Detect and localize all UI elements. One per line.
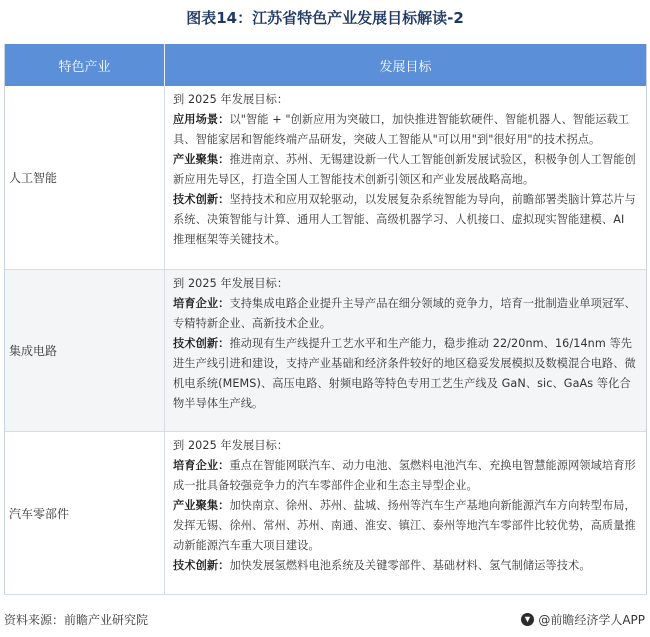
header-industry: 特色产业 — [5, 44, 165, 86]
goal-text: 到 2025 年发展目标： — [173, 439, 289, 452]
goal-text: 以"智能 + "创新应用为突破口，加快推进智能软硬件、智能机器人、智能运载工具、智能家居和智能终端产品研发，突破人工智能从"可以用"到"很好用"的技术拐点。 — [173, 113, 630, 146]
goal-paragraph — [173, 274, 638, 294]
industry-cell: 人工智能 — [5, 86, 165, 269]
goal-paragraph — [173, 190, 638, 250]
table-row — [5, 270, 646, 432]
goal-label: 培育企业： — [173, 459, 230, 472]
goal-text: 推动现有生产线提升工艺水平和生产能力，稳步推动 22/20nm、16/14nm 等先进生产线引进和建设，支持产业基础和经济条件较好的地区稳妥发展模拟及数模混合电路、微机电系统(MEMS)、高压电路、射频电路等特色专用工艺生产线及 GaN、sic、GaAs 等化合物半导体生产线。 — [173, 337, 636, 410]
goals-table — [4, 44, 647, 595]
goal-text: 重点在智能网联汽车、动力电池、氢燃料电池汽车、充换电智慧能源网领域培育形成一批具备较强竞争力的汽车零部件企业和生态主导型企业。 — [173, 459, 636, 492]
industry-cell: 集成电路 — [5, 270, 165, 431]
table-row — [5, 432, 646, 595]
table-row — [5, 86, 646, 270]
goal-paragraph — [173, 456, 638, 496]
goal-paragraph — [173, 110, 638, 150]
goal-label: 技术创新： — [173, 559, 230, 572]
goal-text: 加快发展氢燃料电池系统及关键零部件、基础材料、氢气制储运等技术。 — [229, 559, 591, 572]
goal-label: 产业聚集： — [173, 499, 230, 512]
goal-paragraph — [173, 334, 638, 414]
goal-text: 坚持技术和应用双轮驱动，以发展复杂系统智能为导向，前瞻部署类脑计算芯片与系统、决策智能与计算、通用人工智能、高级机器学习、人机接口、虚拟现实智能建模、AI 推理框架等关键技术。 — [173, 193, 636, 246]
table-header-row — [5, 44, 646, 86]
figure-title: 图表14：江苏省特色产业发展目标解读-2 — [186, 9, 464, 27]
brand-credit — [521, 611, 645, 628]
goal-label: 产业聚集： — [173, 153, 230, 166]
goal-text: 加快南京、徐州、苏州、盐城、扬州等汽车生产基地向新能源汽车方向转型布局，发挥无锡、徐州、常州、苏州、南通、淮安、镇江、泰州等地汽车零部件比较优势，高质量推动新能源汽车重大项目建设。 — [173, 499, 636, 552]
goals-cell — [165, 86, 646, 269]
goal-label: 应用场景： — [173, 113, 230, 126]
goals-cell — [165, 432, 646, 594]
goal-paragraph — [173, 556, 638, 576]
brand-text: @前瞻经济学人APP — [538, 612, 645, 627]
goal-text: 到 2025 年发展目标： — [173, 93, 289, 106]
goal-label: 技术创新： — [173, 193, 230, 206]
footer — [4, 610, 645, 628]
qianzhan-logo-icon — [521, 613, 534, 626]
source-note: 资料来源：前瞻产业研究院 — [4, 612, 149, 627]
goal-paragraph — [173, 496, 638, 556]
goal-label: 技术创新： — [173, 337, 230, 350]
goal-paragraph — [173, 150, 638, 190]
goals-cell — [165, 270, 646, 431]
industry-cell: 汽车零部件 — [5, 432, 165, 594]
goal-paragraph — [173, 90, 638, 110]
header-goals: 发展目标 — [379, 59, 432, 75]
goal-paragraph — [173, 436, 638, 456]
goal-paragraph — [173, 294, 638, 334]
goal-text: 到 2025 年发展目标： — [173, 277, 289, 290]
goal-text: 支持集成电路企业提升主导产品在细分领域的竞争力，培育一批制造业单项冠军、专精特新企业、高新技术企业。 — [173, 297, 636, 330]
goal-label: 培育企业： — [173, 297, 230, 310]
goal-text: 推进南京、苏州、无锡建设新一代人工智能创新发展试验区，积极争创人工智能创新应用先导区，打造全国人工智能技术创新引领区和产业发展战略高地。 — [173, 153, 636, 186]
